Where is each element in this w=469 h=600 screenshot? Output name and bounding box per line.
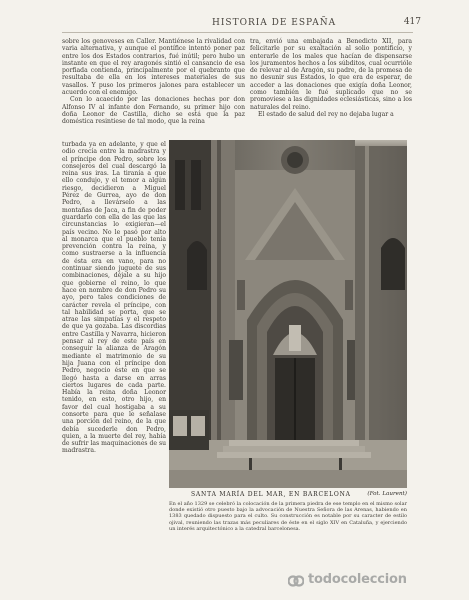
paragraph-genoveses: sobre los genoveses en Caller. Mantiénese la rivalidad con varia alternativa, y aunque el pontífice intentó poner paz entre los dos Estados contrarios, fué inútil; pero hubo un instante en que el rey aragonés sintió el cansancio de esa porfiada contienda, principalmente por el quebranto que resultaba de ella en los intereses materiales de sus vasallos. Y puso los primeros jalones para establecer un acuerdo con el enemigo.	[62, 38, 245, 97]
facade-illustration	[169, 140, 407, 488]
watermark	[288, 571, 458, 591]
figure-caption-text: En el año 1329 se celebró la colocación de la primera piedra de ese templo en el mismo solar donde existió otro puesto bajo la advocación de Nuestra Señora de las Arenas, habiendo en 1383 quedado dispuesto para el culto. Su construcción es notable por su caracter de estilo ojival, reuniendo las trazas más peculiares de éste en el siglo XIV en Cataluña, y ejerciendo un interés arquitectónico a la catedral barcelonesa.	[169, 501, 407, 532]
todocoleccion-logo-icon	[288, 574, 304, 588]
paragraph-madrastra: turbada ya en adelante, y que el odio crecía entre la madrastra y el príncipe don Pedro, sobre los consejeros del cual descargó la reina sus iras. La tiranía a que ello condujo, y el temor a algún riesgo, decidieron a Miguel Pérez de Gurrea, ayo de don Pedro, a llevárselo a las montañas de Jaca, a fin de poder guardarlo con ella de las que las circunstancias lo exigieran—el país vecino. No le pasó por alto al monarca que el pueblo tenía prevención contra la reina, y como sustraerse a la influencia de ésta era en vano, para no continuar siendo juguete de sus combinaciones, déjale a su hijo que gobierne el reino, lo que hace en nombre de don Pedro su ayo, pero tales condiciones de carácter revela el príncipe, con tal habilidad se porta, que se atrae las simpatías y el respeto de que ya gozaba. Las discordias entre Castilla y Navarra, hicieron pensar al rey de este país en conseguir la alianza de Aragón mediante el matrimonio de su hija Juana con el príncipe don Pedro, negocio éste en que se llegó hasta a darse en arras ciertos lugares de cada parte. Había la reina doña Leonor tenido, en esto, otro hijo, en favor del cual hostigaba a su consorte para que le señalase una porción del reino, de la que debía sucederle don Pedro, quien, a la muerte del rey, había de sufrir las maquinaciones de su madrastra.	[62, 141, 166, 455]
paragraph-donaciones: Con lo acaecido por las donaciones hechas por don Alfonso IV al infante don Fernando, su primer hijo con doña Leonor de Castilla, dicho se está que la paz doméstica resintiese de tal modo, que la reina	[62, 96, 245, 126]
running-title: HISTORIA DE ESPAÑA	[212, 18, 337, 28]
figure-title: SANTA MARÍA DEL MAR, EN BARCELONA	[191, 491, 351, 498]
page-header	[62, 17, 421, 33]
paragraph-embajada: tra, envió una embajada a Benedicto XII, para felicitarle por su exaltación al solio pontificio, y enterarle de los males que hacían de dispensarse los juramentos hechos a los súbditos, cual ocurrióle de relevar al de Aragón, su padre, de la promesa de no desunir sus Estados, lo que era de esperar, de acceder a las donaciones que exigía doña Leonor, como también le fué suplicado que no se promoviese a las dignidades eclesiásticas, sino a los naturales del reino.	[250, 38, 412, 111]
left-column-narrow	[62, 141, 166, 455]
paragraph-salud-rey: El estado de salud del rey no dejaba lugar a	[258, 110, 394, 118]
watermark-text: todocoleccion	[308, 572, 407, 587]
page-number: 417	[403, 17, 421, 27]
photo-credit: (Fot. Laurent)	[367, 491, 407, 497]
church-facade-photo	[169, 140, 407, 488]
right-column-top	[250, 38, 412, 118]
left-column-top	[62, 38, 245, 126]
